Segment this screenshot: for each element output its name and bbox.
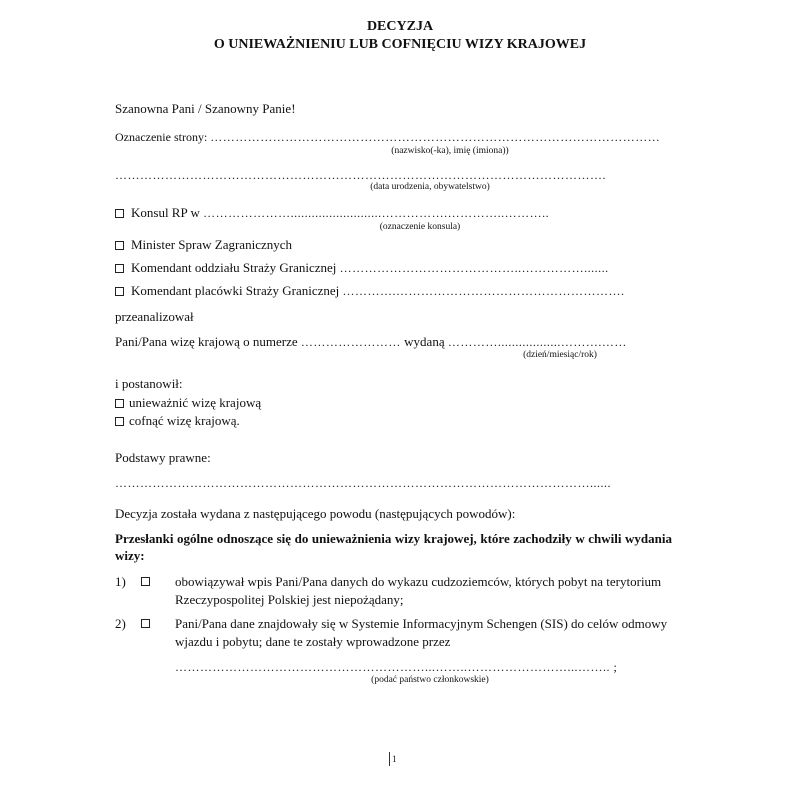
page-number-divider <box>389 752 390 766</box>
visa-date-caption: (dzień/miesiąc/rok) <box>523 350 597 360</box>
consul-option[interactable] <box>115 205 675 221</box>
member-state-caption: (podać państwo członkowskie) <box>371 675 489 685</box>
legal-basis-label: Podstawy prawne: <box>115 450 211 465</box>
annul-checkbox[interactable] <box>115 399 124 408</box>
member-state-field[interactable]: ……………………………………………………...……..……………………...…….. ; <box>175 660 618 674</box>
commander-post-label: Komendant placówki Straży Granicznej <box>131 283 343 298</box>
premise-2-text: Pani/Pana dane znajdowały się w Systemie Informacyjnym Schengen (SIS) do celów odmowy wjazdu i pobytu; dane te zostały wprowadzone przez <box>175 616 668 649</box>
consul-field[interactable]: …………………..........................…………….…………..……….. <box>203 206 550 220</box>
decision-heading: i postanowił: <box>115 376 183 391</box>
title-decision: DECYZJA <box>366 19 434 34</box>
party-name-caption: (nazwisko(-ka), imię (imiona)) <box>391 146 509 156</box>
reason-intro: Decyzja została wydana z następującego powodu (następujących powodów): <box>115 506 516 521</box>
minister-label: Minister Spraw Zagranicznych <box>131 237 293 252</box>
minister-checkbox[interactable] <box>115 241 124 250</box>
premise-1-text: obowiązywał wpis Pani/Pana danych do wykazu cudzoziemców, których pobyt na terytorium Rzeczypospolitej Polskiej jest niepożądany; <box>175 574 662 607</box>
minister-option[interactable] <box>115 237 292 253</box>
title-subject: O UNIEWAŻNIENIU LUB COFNIĘCIU WIZY KRAJOWEJ <box>213 37 587 52</box>
annul-option[interactable] <box>115 395 261 411</box>
consul-label: Konsul RP w <box>131 205 204 220</box>
visa-issued-label: wydaną <box>400 334 448 349</box>
visa-date-field[interactable]: …………..................……….…… <box>447 335 627 349</box>
annul-label: unieważnić wizę krajową <box>129 395 262 410</box>
commander-unit-label: Komendant oddziału Straży Granicznej <box>131 260 340 275</box>
visa-number-field[interactable]: …………………… <box>300 335 401 349</box>
commander-post-field[interactable]: ………….………………………………………………. <box>342 284 625 298</box>
analyzed-text: przeanalizował <box>115 309 194 324</box>
premise-1-number: 1) <box>115 574 126 589</box>
visa-label: Pani/Pana wizę krajową o numerze <box>115 334 301 349</box>
party-birth-caption: (data urodzenia, obywatelstwo) <box>370 182 490 192</box>
commander-post-option[interactable] <box>115 283 675 299</box>
party-name-field[interactable]: ……………………………………………………………………………………………… <box>210 130 661 144</box>
revoke-checkbox[interactable] <box>115 417 124 426</box>
general-premises-heading: Przesłanki ogólne odnoszące się do unieważnienia wizy krajowej, które zachodziły w chwili wydania wizy: <box>115 531 672 563</box>
commander-post-checkbox[interactable] <box>115 287 124 296</box>
salutation: Szanowna Pani / Szanowny Panie! <box>115 101 296 116</box>
party-line <box>115 130 675 145</box>
page-number: 1 <box>392 754 397 764</box>
consul-caption: (oznaczenie konsula) <box>379 222 461 232</box>
commander-unit-checkbox[interactable] <box>115 264 124 273</box>
visa-line <box>115 334 675 350</box>
revoke-label: cofnąć wizę krajową. <box>129 413 240 428</box>
commander-unit-option[interactable] <box>115 260 675 276</box>
revoke-option[interactable] <box>115 413 240 429</box>
premise-2-checkbox[interactable] <box>141 619 150 628</box>
legal-basis-field[interactable]: ……………………………………………………………………………………………………...... <box>115 476 611 490</box>
premise-1-checkbox[interactable] <box>141 577 150 586</box>
party-birth-field[interactable]: ………………………………………………………………………………………………………. <box>115 168 606 182</box>
consul-checkbox[interactable] <box>115 209 124 218</box>
party-label: Oznaczenie strony: <box>115 130 211 144</box>
commander-unit-field[interactable]: ……………………………………..……………....... <box>339 261 609 275</box>
premise-2-number: 2) <box>115 616 126 631</box>
